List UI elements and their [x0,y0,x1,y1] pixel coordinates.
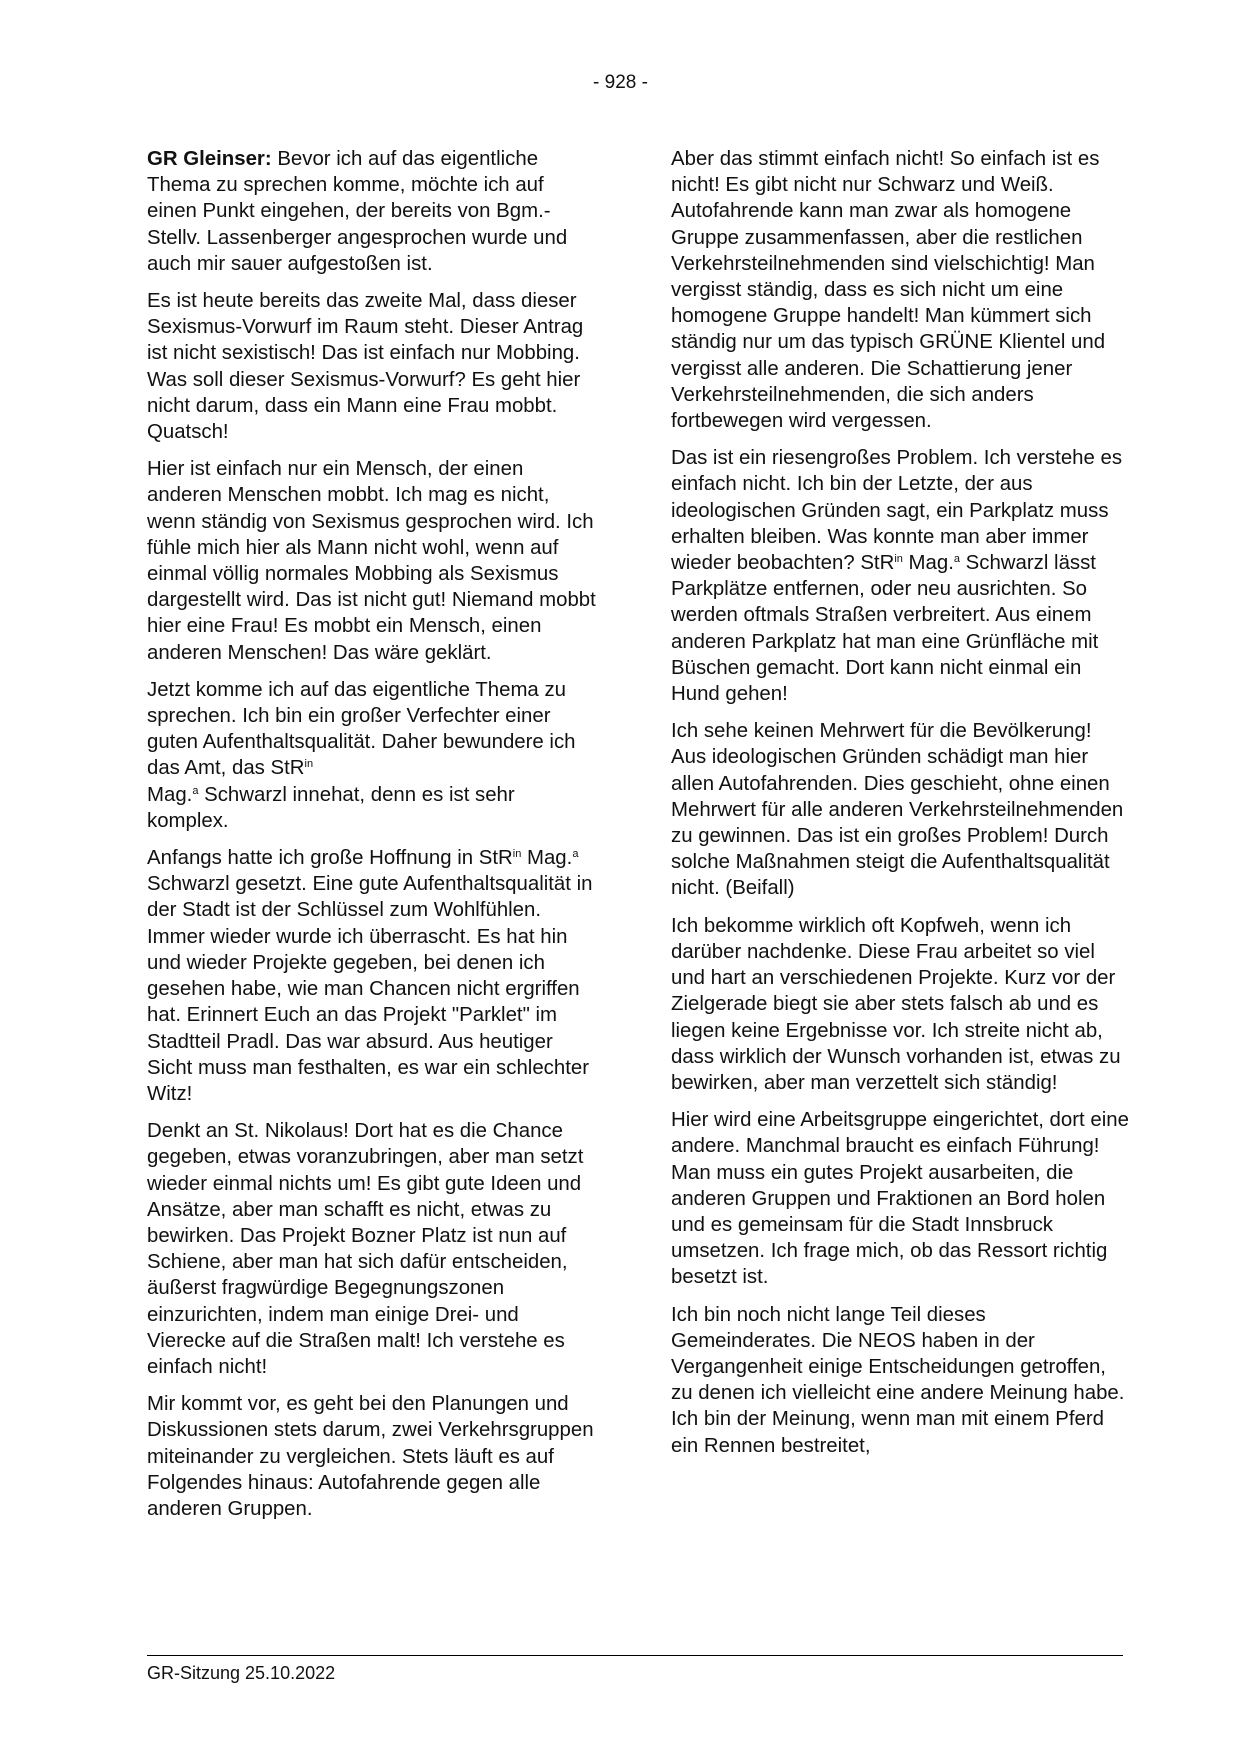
superscript: in [512,848,522,861]
paragraph: Ich sehe keinen Mehrwert für die Bevölkerung! Aus ideologischen Gründen schädigt man hier allen Autofahrenden. Dies geschieht, ohne einen Mehrwert für alle anderen Verkehrsteilnehmenden zu gewinnen. Das ist ein großes Problem! Durch solche Maßnahmen steigt die Aufenthaltsqualität nicht. (Beifall) [671,720,1124,900]
paragraph-speaker-intro [147,146,597,277]
paragraph-text: Bevor ich auf das eigentliche Thema zu sprechen komme, möchte ich auf einen Punkt eingehen, der bereits von Bgm.-Stellv. Lassenberger angesprochen wurde und auch mir sauer aufgestoßen ist. [147,148,568,275]
superscript: a [572,848,579,861]
paragraph: Jetzt komme ich auf das eigentliche Thema zu sprechen. Ich bin ein großer Verfechter einer guten Aufenthaltsqualität. Daher bewundere ich das Amt, das StR$^{in}$ Mag.$^a$ Schwarzl innehat, denn es ist sehr komplex. [147,678,576,832]
paragraph: Hier ist einfach nur ein Mensch, der einen anderen Menschen mobbt. Ich mag es nicht, wenn ständig von Sexismus gesprochen wird. Ich fühle mich hier als Mann nicht wohl, wenn auf einmal völlig normales Mobbing als Sexismus dargestellt wird. Das ist nicht gut! Niemand mobbt hier eine Frau! Es mobbt ein Mensch, einen anderen Menschen! Das wäre geklärt. [147,458,596,664]
paragraph: Das ist ein riesengroßes Problem. Ich verstehe es einfach nicht. Ich bin der Letzte, der aus ideologischen Gründen sagt, ein Parkplatz muss erhalten bleiben. Was konnte man aber immer wieder beobachten? StR$^{in}$ Mag.$^a$ Schwarzl lässt Parkplätze entfernen, oder neu ausrichten. So werden oftmals Straßen verbreitert. Aus einem anderen Parkplatz hat man eine Grünfläche mit Büschen gemacht. Dort kann nicht einmal ein Hund gehen! [671,447,1123,706]
paragraph: Ich bin noch nicht lange Teil dieses Gemeinderates. Die NEOS haben in der Vergangenheit einige Entscheidungen getroffen, zu denen ich vielleicht eine andere Meinung habe. Ich bin der Meinung, wenn man mit einem Pferd ein Rennen bestreitet, [671,1303,1125,1457]
paragraph: Es ist heute bereits das zweite Mal, dass dieser Sexismus-Vorwurf im Raum steht. Dieser Antrag ist nicht sexistisch! Das ist einfach nur Mobbing. Was soll dieser Sexismus-Vorwurf? Es geht hier nicht darum, dass ein Mann eine Frau mobbt. Quatsch! [147,290,584,444]
paragraph: Ich bekomme wirklich oft Kopfweh, wenn ich darüber nachdenke. Diese Frau arbeitet so viel und hart an verschiedenen Projekte. Kurz vor der Zielgerade biegt sie aber stets falsch ab und es liegen keine Ergebnisse vor. Ich streite nicht ab, dass wirklich der Wunsch vorhanden ist, etwas zu bewirken, aber man verzettelt sich ständig! [671,914,1121,1094]
paragraph: Mir kommt vor, es geht bei den Planungen und Diskussionen stets darum, zwei Verkehrsgruppen miteinander zu vergleichen. Stets läuft es auf Folgendes hinaus: Autofahrende gegen alle anderen Gruppen. [147,1393,594,1520]
paragraph: Aber das stimmt einfach nicht! So einfach ist es nicht! Es gibt nicht nur Schwarz und Weiß. Autofahrende kann man zwar als homogene Gruppe zusammenfassen, aber die restlichen Verkehrsteilnehmenden sind vielschichtig! Man vergisst ständig, dass es sich nicht um eine homogene Gruppe handelt! Man kümmert sich ständig nur um das typisch GRÜNE Klientel und vergisst alle anderen. Die Schattierung jener Verkehrsteilnehmenden, die sich anders fortbewegen wird vergessen. [671,148,1106,433]
footer-session-date: GR-Sitzung 25.10.2022 [147,1663,336,1683]
paragraph: Denkt an St. Nikolaus! Dort hat es die Chance gegeben, etwas voranzubringen, aber man setzt wieder einmal nichts um! Es gibt gute Ideen und Ansätze, aber man schafft es nicht, etwas zu bewirken. Das Projekt Bozner Platz ist nun auf Schiene, aber man hat sich dafür entscheiden, äußerst fragwürdige Begegnungszonen einzurichten, indem man einige Drei- und Vierecke auf die Straßen malt! Ich verstehe es einfach nicht! [147,1120,584,1378]
page-number: - 928 - [593,72,648,93]
paragraph: Hier wird eine Arbeitsgruppe eingerichtet, dort eine andere. Manchmal braucht es einfach Führung! Man muss ein gutes Projekt ausarbeiten, die anderen Gruppen und Fraktionen an Bord holen und es gemeinsam für die Stadt Innsbruck umsetzen. Ich frage mich, ob das Ressort richtig besetzt ist. [671,1109,1129,1289]
superscript: a [953,553,960,566]
superscript: in [304,758,314,771]
footer-divider [147,1655,1123,1656]
superscript: a [192,784,199,797]
left-column [147,146,597,1533]
superscript: in [894,553,903,566]
right-column [671,146,1131,1470]
speaker-name: GR Gleinser: [147,148,272,170]
paragraph: Anfangs hatte ich große Hoffnung in StR$^{in}$ Mag.$^a$ Schwarzl gesetzt. Eine gute Aufenthaltsqualität in der Stadt ist der Schlüssel zum Wohlfühlen. Immer wieder wurde ich überrascht. Es hat hin und wieder Projekte gegeben, bei denen ich gesehen habe, wie man Chancen nicht ergriffen hat. Erinnert Euch an das Projekt "Parklet" im Stadtteil Pradl. Das war absurd. Aus heutiger Sicht muss man festhalten, es war ein schlechter Witz! [147,847,593,1105]
